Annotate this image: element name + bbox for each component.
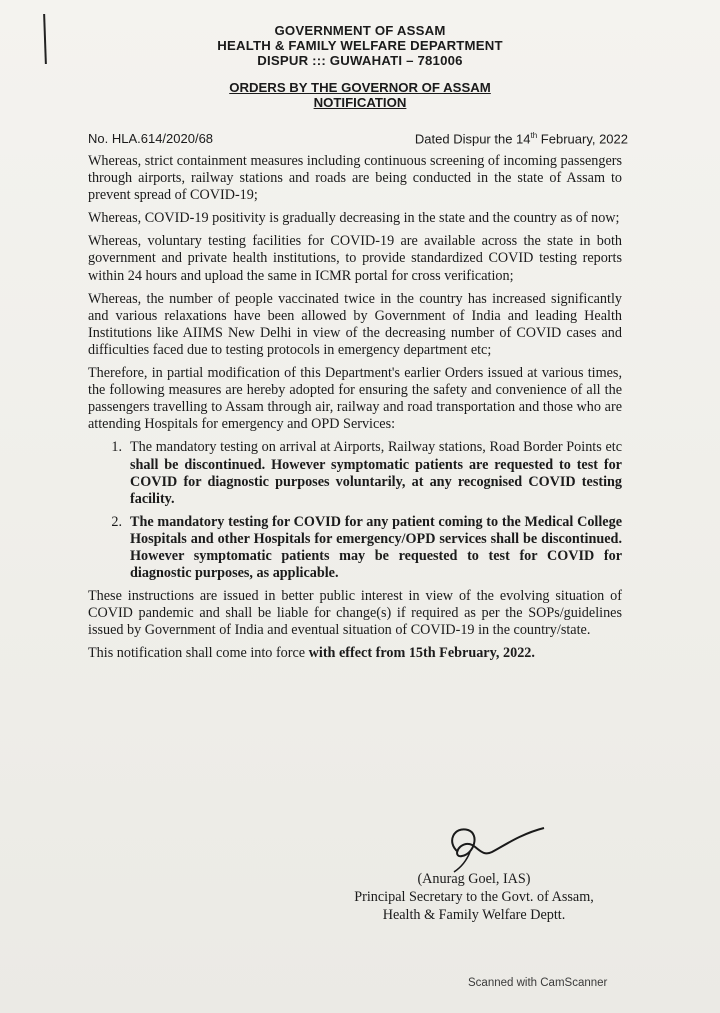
paragraph: Whereas, strict containment measures including continuous screening of incoming passengers through airports, railway stations and roads are being conducted in the state of Assam to prevent spread of COVID-19; <box>88 153 622 204</box>
measures-list <box>88 439 622 582</box>
list-item <box>88 514 622 582</box>
letterhead-address: DISPUR ::: GUWAHATI – 781006 <box>257 53 463 68</box>
orders-heading: ORDERS BY THE GOVERNOR OF ASSAM <box>229 80 491 95</box>
signatory-name: (Anurag Goel, IAS) <box>417 871 531 887</box>
list-text: The mandatory testing on arrival at Airports, Railway stations, Road Border Points etc shall be discontinued. However symptomatic patients are requested to test for COVID for diagnostic purposes voluntarily, at any recognised COVID testing facility. <box>130 439 622 507</box>
paragraph: Therefore, in partial modification of this Department's earlier Orders issued at various times, the following measures are hereby adopted for ensuring the safety and convenience of all the passengers travelling to Assam through air, railway and road transportation and those who are attending Hospitals for emergency and OPD Services: <box>88 365 622 433</box>
reference-line <box>88 131 628 146</box>
paragraph: Whereas, voluntary testing facilities for COVID-19 are available across the state in both government and private health institutions, to provide standardized COVID testing reports within 24 hours and upload the same in ICMR portal for cross verification; <box>88 233 622 284</box>
list-item <box>88 439 622 507</box>
list-text: The mandatory testing for COVID for any patient coming to the Medical College Hospitals and other Hospitals for emergency/OPD services shall be discontinued. However symptomatic patients may be requested to test for COVID for diagnostic purposes, as applicable. <box>130 513 622 582</box>
list-number: 2. <box>111 513 122 530</box>
paragraph: These instructions are issued in better public interest in view of the evolving situation of COVID pandemic and shall be liable for change(s) if required as per the SOPs/guidelines issued by Government of India and eventual situation of COVID-19 in the country/state. <box>88 588 622 639</box>
notification-body <box>88 153 622 669</box>
effective-date-paragraph: This notification shall come into force with effect from 15th February, 2022. <box>88 645 535 662</box>
reference-date: Dated Dispur the 14th February, 2022 <box>414 131 628 147</box>
notification-label: NOTIFICATION <box>313 95 407 110</box>
camscanner-watermark: Scanned with CamScanner <box>468 977 608 989</box>
paragraph: Whereas, the number of people vaccinated twice in the country has increased significantly and various relaxations have been allowed by Government of India and leading Health Institutions like AIIMS New Delhi in view of the decreasing number of COVID cases and difficulties faced due to testing protocols in emergency department etc; <box>88 290 622 358</box>
signature-block <box>326 870 622 924</box>
letterhead-department: HEALTH & FAMILY WELFARE DEPARTMENT <box>217 38 503 53</box>
notification-heading <box>0 80 720 110</box>
paragraph: Whereas, COVID-19 positivity is gradually decreasing in the state and the country as of now; <box>88 210 620 227</box>
letterhead-government: GOVERNMENT OF ASSAM <box>274 23 446 38</box>
letterhead <box>0 23 720 68</box>
reference-number: No. HLA.614/2020/68 <box>88 131 214 146</box>
signatory-title: Principal Secretary to the Govt. of Assam, <box>354 889 594 905</box>
list-number: 1. <box>111 439 122 456</box>
signatory-department: Health & Family Welfare Deptt. <box>382 907 566 923</box>
handwritten-signature <box>440 822 560 874</box>
